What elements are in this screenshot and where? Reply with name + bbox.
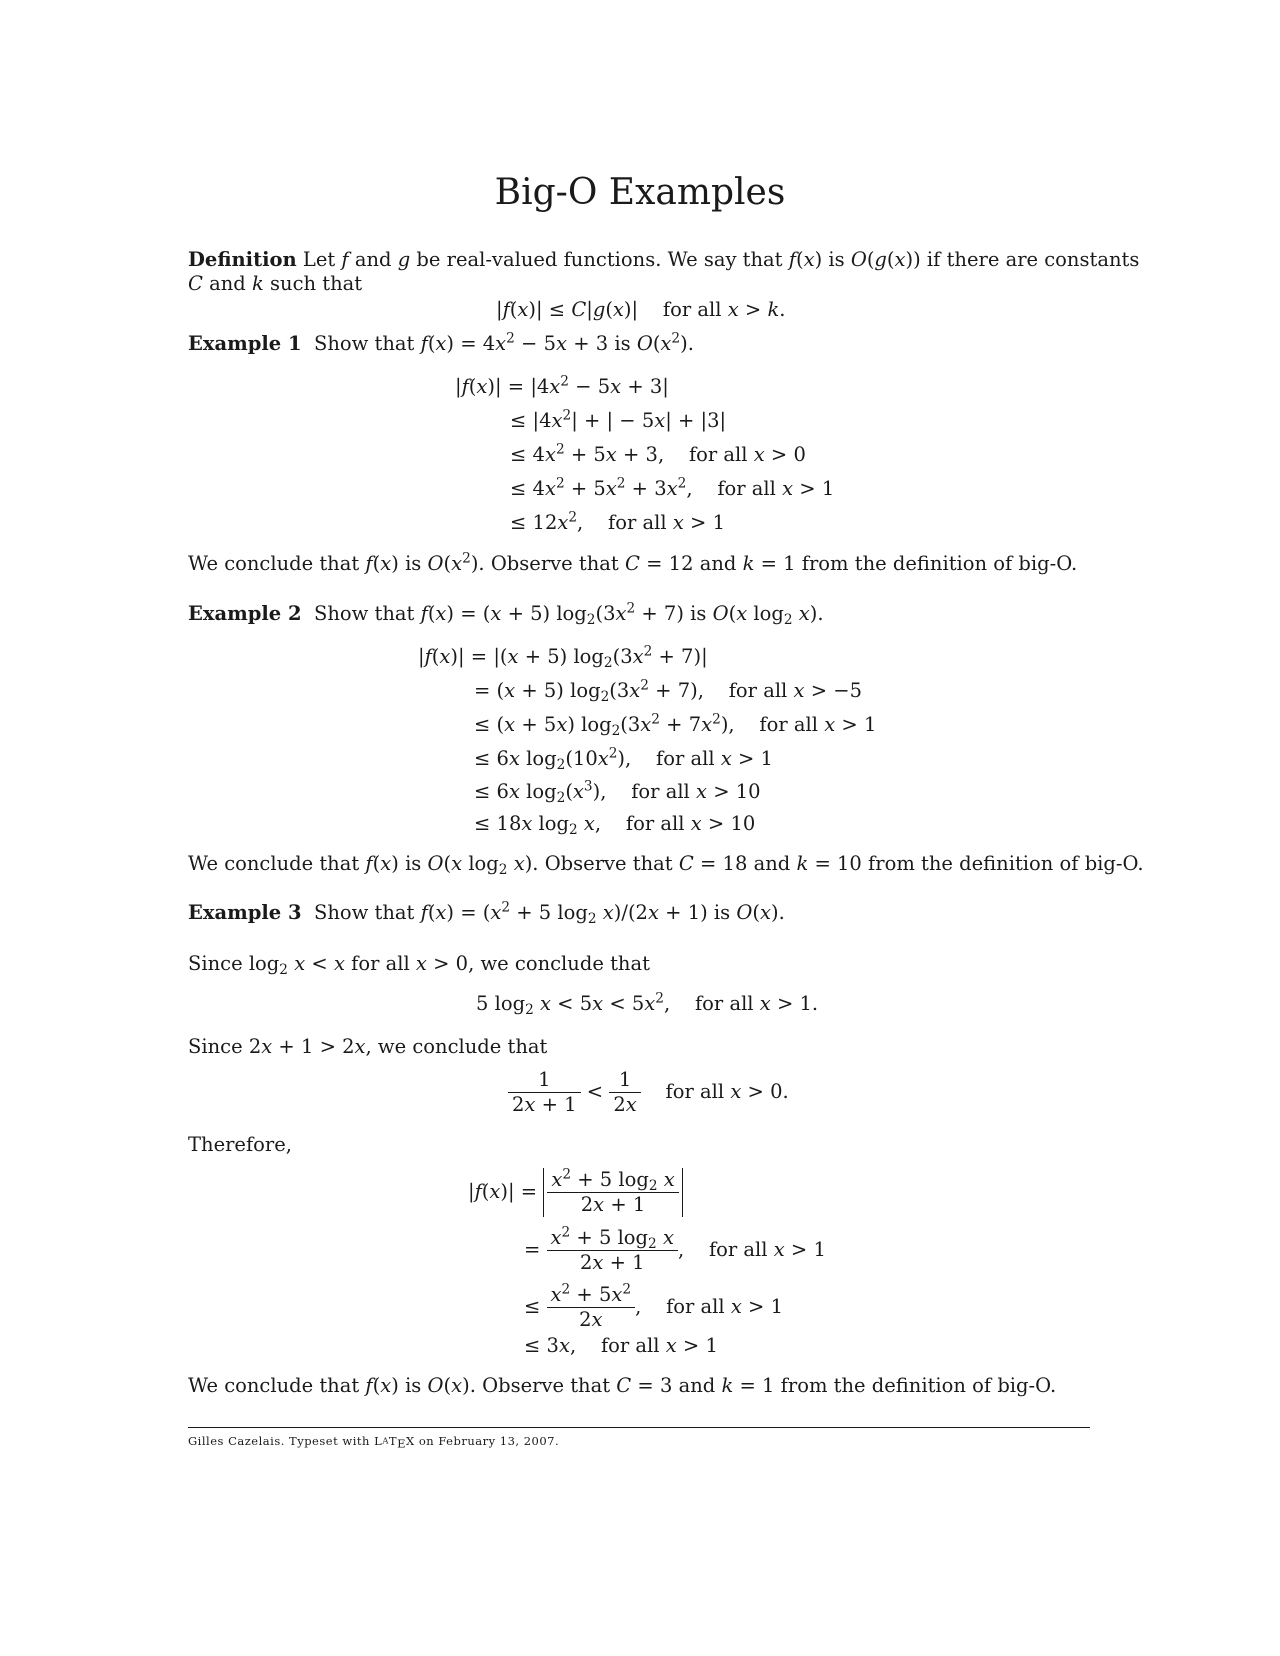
example1-step-3: ≤ $4x^2 + 5x + 3$, for all x > 0 [510, 441, 806, 466]
example2-conclusion: We conclude that f(x) is O(x $\log_2 x$). Observe that C = 18 and k = 10 from the definition of big-O. [188, 852, 1144, 879]
example3-inequality-2: $\frac{1}{2x + 1}$ < $\frac{1}{2x}$ for all x > 0. [508, 1068, 789, 1117]
fraction-1-over-2x: $\frac{1}{2x}$ [609, 1068, 640, 1117]
example2-statement: Example 2 Show that f(x) = (x + 5) $\log_2(3x^2 + 7)$ is O(x $\log_2 x$). [188, 600, 824, 629]
example3-step-1: |f(x)| = $\frac{x^2 + 5 \log_2 x}{2x + 1}$ [468, 1168, 683, 1217]
example3-step-4: ≤ 3x, for all x > 1 [524, 1334, 718, 1357]
example2-step-5: ≤ 6x $\log_2(x^3)$, for all x > 10 [474, 778, 761, 807]
example2-label: Example 2 [188, 602, 302, 625]
example3-conclusion: We conclude that f(x) is O(x). Observe that C = 3 and k = 1 from the definition of big-O. [188, 1374, 1057, 1397]
example1-step-5: ≤ $12x^2$, for all x > 1 [510, 509, 725, 534]
example1-label: Example 1 [188, 332, 302, 355]
definition-line-1: Definition Let f and g be real-valued functions. We say that f(x) is O(g(x)) if there are constants [188, 248, 1140, 271]
example1-step-2: ≤ $|4x^2|$ + | − 5x| + |3| [510, 407, 727, 432]
example3-since-2: Since 2x + 1 > 2x, we conclude that [188, 1035, 548, 1058]
example3-step-3: ≤ $\frac{x^2 + 5x^2}{2x}$ , for all x > 1 [524, 1281, 784, 1331]
example2-step-4: ≤ 6x $\log_2(10x^2)$, for all x > 1 [474, 745, 773, 774]
example3-statement: Example 3 Show that $f(x) = (x^2 + 5$ $\log_2 x)/(2x + 1)$ is O(x). [188, 899, 785, 928]
example3-step-2: = $\frac{x^2 + 5 \log_2 x}{2x + 1}$ , for all x > 1 [524, 1224, 826, 1274]
example3-label: Example 3 [188, 901, 302, 924]
example1-statement: Example 1 Show that $f(x) = 4x^2 - 5x + 3$ is $O(x^2)$. [188, 330, 694, 355]
definition-line-2: C and k such that [188, 272, 363, 295]
absolute-value-bars: $\frac{x^2 + 5 \log_2 x}{2x + 1}$ [543, 1168, 682, 1217]
example2-step-3: ≤ (x + 5x) $\log_2(3x^2 + 7x^2)$, for all x > 1 [474, 711, 877, 740]
latex-logo: LATEX [374, 1434, 415, 1451]
example1-conclusion: We conclude that f(x) is $O(x^2)$. Observe that C = 12 and k = 1 from the definition of big-O. [188, 550, 1078, 575]
definition-formula: |f(x)| ≤ C|g(x)| for all x > k. [496, 298, 786, 321]
example3-since-1: Since $\log_2 x < x$ for all x > 0, we conclude that [188, 952, 650, 979]
footer-note: Gilles Cazelais. Typeset with LATEX on February 13, 2007. [188, 1434, 560, 1451]
example2-step-2: = (x + 5) $\log_2(3x^2 + 7)$, for all x > −5 [474, 677, 862, 706]
example3-therefore: Therefore, [188, 1133, 292, 1156]
example2-step-1: |f(x)| = |(x + 5) $\log_2(3x^2 + 7)|$ [418, 643, 708, 672]
example3-inequality-1: 5 $\log_2 x < 5x < 5x^2$, for all x > 1. [476, 990, 819, 1019]
footer-rule [188, 1427, 1090, 1428]
fraction-1-over-2x-plus-1: $\frac{1}{2x + 1}$ [508, 1068, 581, 1117]
example1-step-1: $|f(x)| = |4x^2 - 5x + 3|$ [455, 373, 669, 398]
example1-step-4: ≤ $4x^2 + 5x^2 + 3x^2$, for all x > 1 [510, 475, 835, 500]
page-title: Big-O Examples [494, 172, 786, 213]
example2-step-6: ≤ 18x $\log_2 x$, for all x > 10 [474, 812, 756, 839]
definition-label: Definition [188, 248, 297, 271]
